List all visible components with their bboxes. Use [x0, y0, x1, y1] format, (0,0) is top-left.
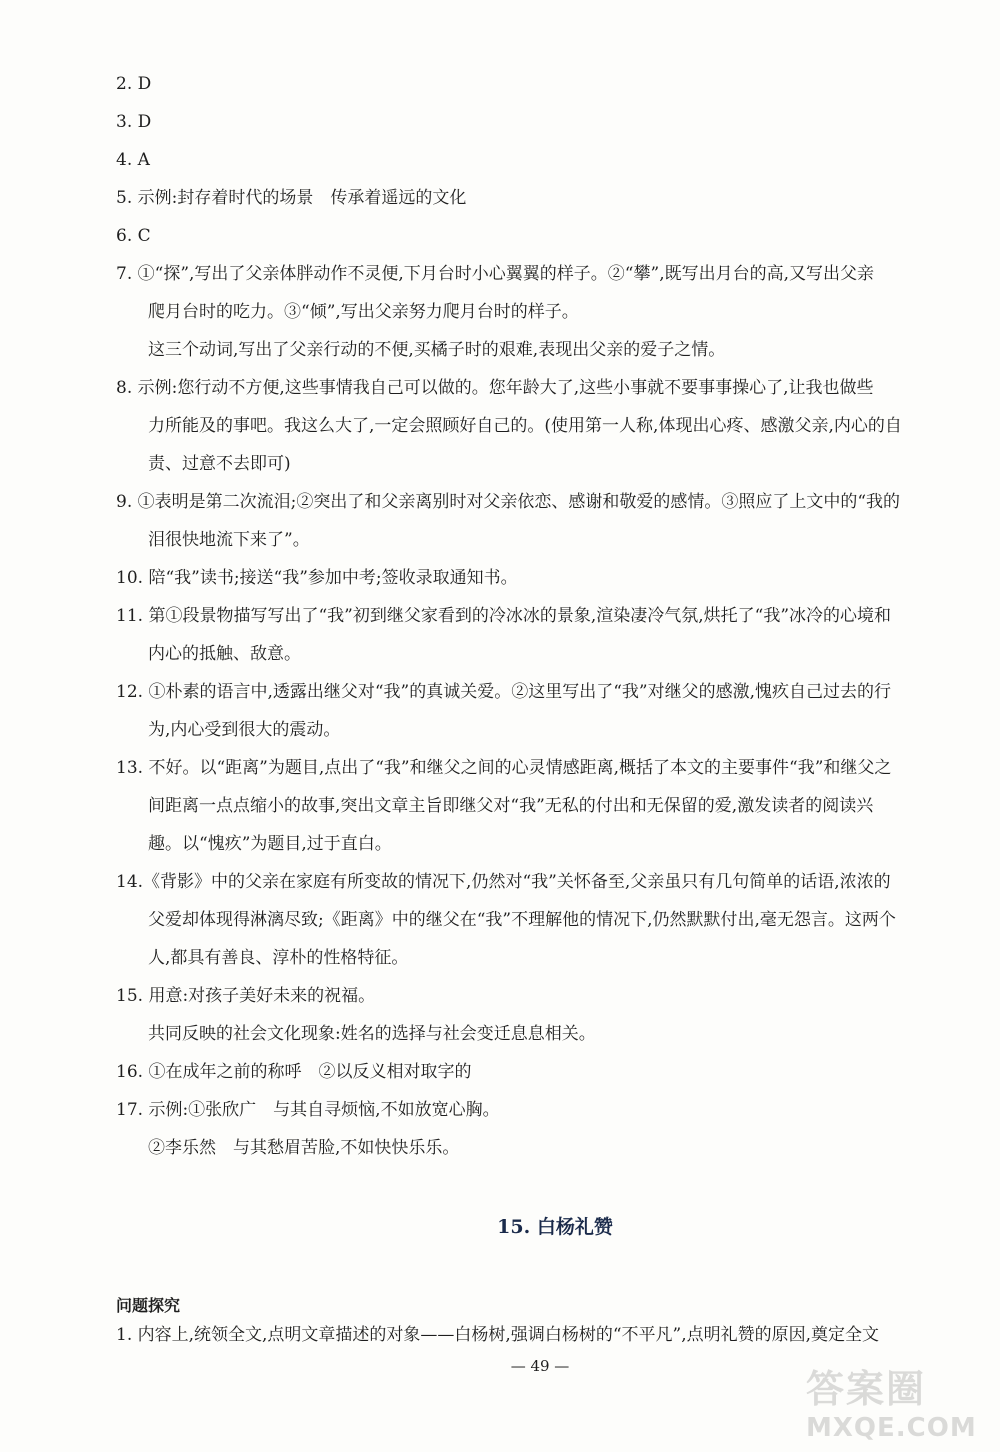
subheading: 问题探究 [116, 1296, 181, 1315]
answer-line: 5. 示例:封存着时代的场景 传承着遥远的文化 [116, 188, 467, 208]
answer-line: 泪很快地流下来了”。 [148, 530, 310, 550]
answer-line: 人,都具有善良、淳朴的性格特征。 [148, 948, 409, 968]
answer-line: 11. 第①段景物描写写出了“我”初到继父家看到的冷冰冰的景象,渲染凄冷气氛,烘托了“我”冰冷的心境和 [116, 606, 892, 626]
answer-line: 共同反映的社会文化现象:姓名的选择与社会变迁息息相关。 [148, 1024, 596, 1044]
answer-line: 趣。以“愧疚”为题目,过于直白。 [148, 834, 392, 854]
answer-line: 15. 用意:对孩子美好未来的祝福。 [116, 986, 376, 1006]
answer-line: 14.《背影》中的父亲在家庭有所变故的情况下,仍然对“我”关怀备至,父亲虽只有几句简单的话语,浓浓的 [116, 872, 891, 892]
answer-line: 8. 示例:您行动不方便,这些事情我自己可以做的。您年龄大了,这些小事就不要事事操心了,让我也做些 [116, 378, 874, 398]
answer-line: 4. A [116, 150, 150, 170]
answer-line: 父爱却体现得淋漓尽致;《距离》中的继父在“我”不理解他的情况下,仍然默默付出,毫无怨言。这两个 [148, 910, 896, 930]
answer-line: 这三个动词,写出了父亲行动的不便,买橘子时的艰难,表现出父亲的爱子之情。 [148, 340, 726, 360]
section-title: 15. 白杨礼赞 [497, 1216, 613, 1238]
answer-line: 12. ①朴素的语言中,透露出继父对“我”的真诚关爱。②这里写出了“我”对继父的感激,愧疚自己过去的行 [116, 682, 892, 702]
answer-line: 10. 陪“我”读书;接送“我”参加中考;签收录取通知书。 [116, 568, 518, 588]
answer-line: 3. D [116, 112, 152, 132]
answer-line: 16. ①在成年之前的称呼 ②以反义相对取字的 [116, 1062, 472, 1082]
answer-line: 责、过意不去即可) [148, 454, 291, 474]
answer-line: 1. 内容上,统领全文,点明文章描述的对象——白杨树,强调白杨树的“不平凡”,点明礼赞的原因,奠定全文 [116, 1325, 880, 1345]
watermark-cn: 答案圈 [806, 1367, 927, 1411]
answer-line: 为,内心受到很大的震动。 [148, 720, 341, 740]
watermark-logo [806, 1358, 986, 1442]
answer-line: 爬月台时的吃力。③“倾”,写出父亲努力爬月台时的样子。 [148, 302, 579, 322]
watermark-en: MXQE.COM [806, 1413, 977, 1443]
answer-line: 力所能及的事吧。我这么大了,一定会照顾好自己的。(使用第一人称,体现出心疼、感激父亲,内心的自 [148, 416, 902, 436]
answer-line: 6. C [116, 226, 151, 246]
answer-line: ②李乐然 与其愁眉苦脸,不如快快乐乐。 [148, 1138, 460, 1158]
answer-line: 内心的抵触、敌意。 [148, 644, 301, 664]
answer-line: 7. ①“探”,写出了父亲体胖动作不灵便,下月台时小心翼翼的样子。②“攀”,既写出月台的高,又写出父亲 [116, 264, 875, 284]
answer-line: 17. 示例:①张欣广 与其自寻烦恼,不如放宽心胸。 [116, 1100, 500, 1120]
answer-line: 2. D [116, 74, 152, 94]
answer-line: 间距离一点点缩小的故事,突出文章主旨即继父对“我”无私的付出和无保留的爱,激发读者的阅读兴 [148, 796, 874, 816]
page-number: — 49 — [510, 1357, 570, 1375]
answer-line: 13. 不好。以“距离”为题目,点出了“我”和继父之间的心灵情感距离,概括了本文的主要事件“我”和继父之 [116, 758, 892, 778]
answer-line: 9. ①表明是第二次流泪;②突出了和父亲离别时对父亲依恋、感谢和敬爱的感情。③照应了上文中的“我的 [116, 492, 901, 512]
